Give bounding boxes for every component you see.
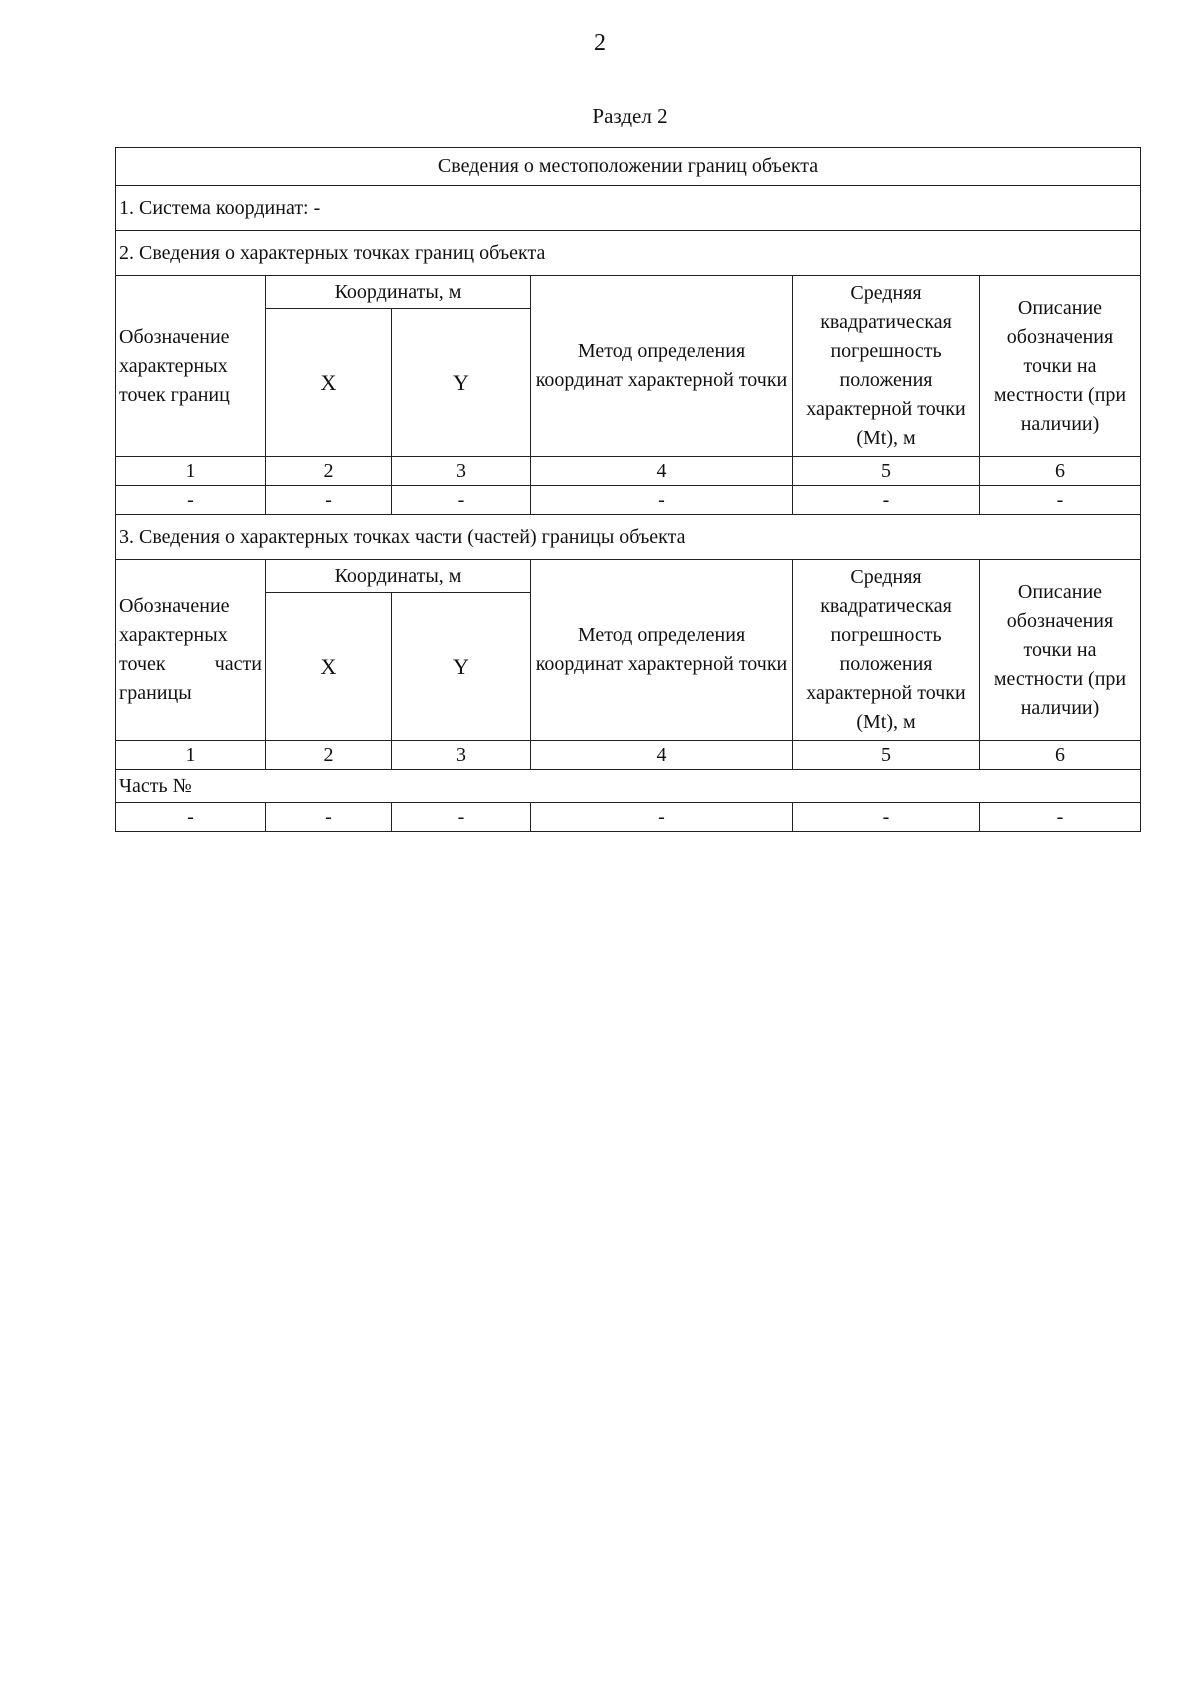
table-cell: - [266,486,392,515]
table-cell: - [980,803,1141,832]
coordinate-system: 1. Система координат: - [116,186,1141,231]
block2-header-x: X [266,593,392,741]
block1-col-number: 6 [980,457,1141,486]
block2-col-number: 3 [392,741,531,770]
block1-title: 2. Сведения о характерных точках границ объекта [116,231,1141,276]
block1-header-designation: Обозначение характерных точек границ [116,276,266,457]
block2-header-method: Метод определения координат характерной точки [531,560,793,741]
block1-col-number: 3 [392,457,531,486]
block1-col-number: 2 [266,457,392,486]
block2-title: 3. Сведения о характерных точках части (частей) границы объекта [116,515,1141,560]
block1-header-error: Средняя квадратическая погрешность положения характерной точки (Mt), м [793,276,980,457]
table-cell: - [531,486,793,515]
block2-col-number: 6 [980,741,1141,770]
block1-header-coords: Координаты, м [266,276,531,309]
block2-header-coords: Координаты, м [266,560,531,593]
boundary-location-table [115,147,1141,832]
block1-col-number: 5 [793,457,980,486]
block1-header-description: Описание обозначения точки на местности (при наличии) [980,276,1141,457]
block2-header-error: Средняя квадратическая погрешность положения характерной точки (Mt), м [793,560,980,741]
block2-col-number: 4 [531,741,793,770]
table-cell: - [793,486,980,515]
page-number: 2 [594,30,606,56]
table-cell: - [392,803,531,832]
table-cell: - [392,486,531,515]
table-cell: - [793,803,980,832]
block2-col-number: 1 [116,741,266,770]
block1-header-y: Y [392,309,531,457]
table-caption: Сведения о местоположении границ объекта [116,148,1141,186]
block2-col-number: 2 [266,741,392,770]
table-cell: - [116,486,266,515]
block1-header-method: Метод определения координат характерной точки [531,276,793,457]
section-title: Раздел 2 [592,104,668,128]
table-cell: - [116,803,266,832]
block2-header-designation: Обозначение характерных точек части границы [116,560,266,741]
table-row [116,803,1141,832]
block2-col-number: 5 [793,741,980,770]
block1-col-number: 4 [531,457,793,486]
block1-col-number: 1 [116,457,266,486]
block2-header-description: Описание обозначения точки на местности (при наличии) [980,560,1141,741]
table-cell: - [531,803,793,832]
part-label: Часть № [116,770,1141,803]
table-cell: - [980,486,1141,515]
table-row [116,486,1141,515]
block1-header-x: X [266,309,392,457]
table-cell: - [266,803,392,832]
block2-header-y: Y [392,593,531,741]
